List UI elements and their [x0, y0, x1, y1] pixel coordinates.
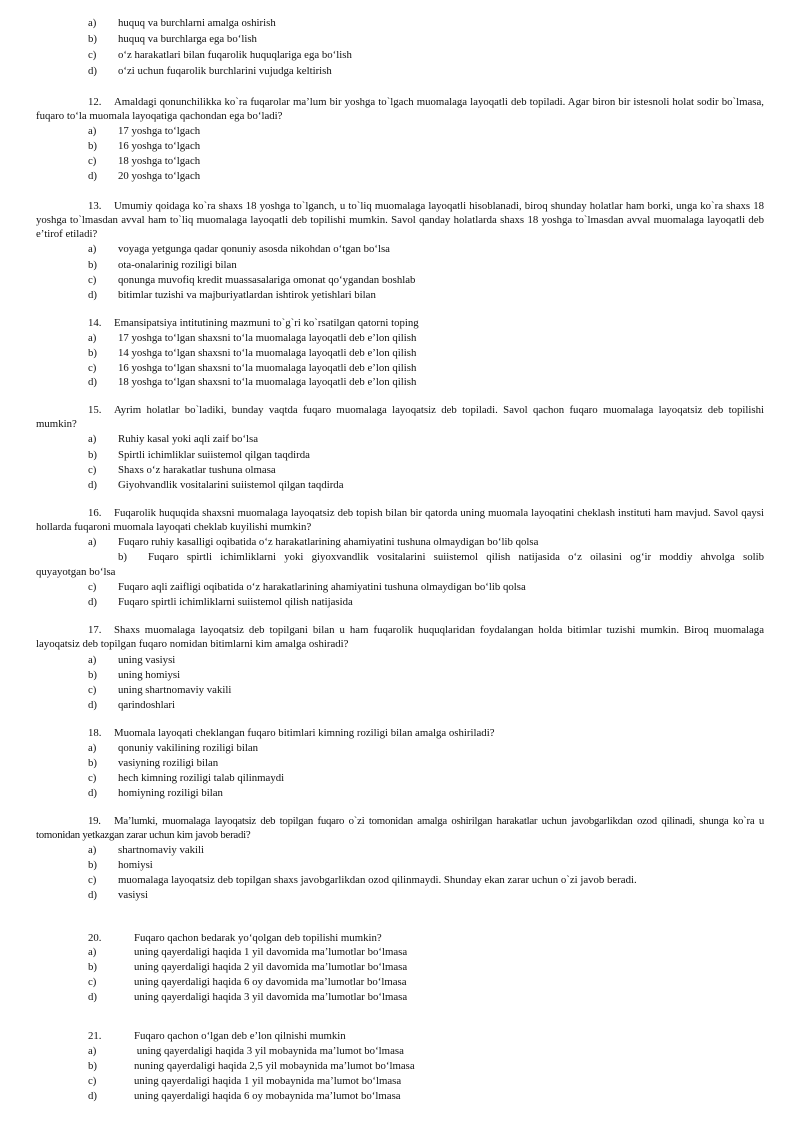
option-text: homiyning roziligi bilan: [118, 787, 223, 799]
option-row: [88, 668, 180, 682]
option-row: [88, 448, 310, 462]
option-row: [88, 580, 526, 594]
option-letter: c): [88, 362, 97, 374]
option-text: 17 yoshga to‘lgan shaxsni to‘la muomalaga layoqatli deb e’lon qilish: [118, 332, 417, 344]
option-text: huquq va burchlarni amalga oshirish: [118, 17, 276, 29]
option-text: uning qayerdaligi haqida 6 oy mobaynida ma’lumot bo‘lmasa: [134, 1090, 401, 1102]
option-row: [88, 786, 223, 800]
option-letter: d): [88, 376, 97, 388]
option-letter: a): [88, 125, 97, 137]
option-text: homiysi: [118, 859, 153, 871]
option-letter: d): [88, 699, 97, 711]
option-text: 17 yoshga to‘lgach: [118, 125, 201, 137]
option-text: uning qayerdaligi haqida 1 yil mobaynida ma’lumot bo‘lmasa: [134, 1075, 402, 1087]
option-row: [88, 1089, 401, 1103]
question-text: Ma’lumki, muomalaga layoqatsiz deb topilgan fuqaro o`zi tomonidan amalga oshirilgan harakatlar uchun javobgarlikdan ozod qilinadi, shunga ko`ra u tomonidan yetkazgan zarar uchun kim javob beradi?: [36, 815, 764, 841]
option-text: o‘zi uchun fuqarolik burchlarini vujudga keltirish: [118, 65, 332, 77]
question-19: [36, 814, 764, 842]
option-letter: a): [88, 1045, 97, 1057]
option-row: [88, 331, 416, 345]
option-letter: a): [88, 17, 97, 29]
option-text: hech kimning roziligi talab qilinmaydi: [118, 772, 285, 784]
question-21: [88, 1029, 346, 1043]
question-15: [36, 403, 764, 431]
option-letter: a): [88, 332, 97, 344]
option-row: [88, 478, 344, 492]
option-text: Giyohvandlik vositalarini suiistemol qilgan taqdirda: [118, 479, 344, 491]
option-row: [88, 48, 352, 62]
option-row: [88, 990, 407, 1004]
question-18: [36, 726, 764, 740]
question-number: 14.: [88, 317, 102, 329]
option-text: 20 yoshga to‘lgach: [118, 170, 201, 182]
option-row: [88, 258, 237, 272]
option-row: [88, 32, 257, 46]
option-text: muomalaga layoqatsiz deb topilgan shaxs javobgarlikdan ozod qilinmaydi. Shunday ekan zarar uchun o`zi javob beradi.: [118, 874, 637, 886]
option-letter: d): [88, 479, 97, 491]
option-letter: d): [88, 65, 97, 77]
option-row: [88, 843, 204, 857]
question-number: 16.: [88, 507, 102, 519]
question-text: Shaxs muomalaga layoqatsiz deb topilgani bilan u ham fuqarolik huquqlaridan foydalangan holda bitimlar tuzishi mumkin. Biroq muomalaga layoqatsiz deb topilgan fuqaro nomidan bitimlarni kim amalga oshiradi?: [36, 624, 764, 650]
question-text: Muomala layoqati cheklangan fuqaro bitimlari kimning roziligi bilan amalga oshiriladi?: [114, 727, 495, 739]
option-row: [88, 463, 276, 477]
question-text: Emansipatsiya intitutining mazmuni to`g`ri ko`rsatilgan qatorni toping: [114, 317, 419, 329]
option-row: [88, 683, 231, 697]
option-letter: b): [88, 961, 97, 973]
option-letter: c): [88, 49, 97, 61]
option-row: [88, 1074, 401, 1088]
option-letter: b): [88, 140, 97, 152]
option-row: [88, 432, 258, 446]
option-letter: c): [88, 874, 97, 886]
question-text: Ayrim holatlar bo`ladiki, bunday vaqtda fuqaro muomalaga layoqatsiz deb topiladi. Savol qachon fuqaro muomalaga layoqatsiz deb topilishi mumkin?: [36, 404, 764, 430]
option-letter: a): [88, 433, 97, 445]
option-row: [36, 550, 764, 564]
option-letter: b): [88, 33, 97, 45]
question-20: [88, 931, 382, 945]
option-row: [88, 741, 258, 755]
option-row: [88, 361, 416, 375]
option-letter: b): [88, 669, 97, 681]
option-row: [88, 595, 353, 609]
option-letter: a): [88, 844, 97, 856]
option-row: [88, 653, 175, 667]
option-text: uning qayerdaligi haqida 3 yil mobaynida ma’lumot bo‘lmasa: [134, 1045, 404, 1057]
option-letter: c): [88, 581, 97, 593]
question-number: 12.: [88, 96, 102, 108]
option-continuation: quyayotgan bo‘lsa: [36, 566, 116, 578]
option-letter: a): [88, 243, 97, 255]
option-letter: a): [88, 742, 97, 754]
option-row: [88, 242, 390, 256]
option-letter: b): [88, 347, 97, 359]
option-text: 14 yoshga to‘lgan shaxsni to‘la muomalaga layoqatli deb e’lon qilish: [118, 347, 417, 359]
option-text: Shaxs o‘z harakatlar tushuna olmasa: [118, 464, 276, 476]
option-letter: c): [88, 684, 97, 696]
option-row: [88, 945, 407, 959]
option-letter: c): [88, 772, 97, 784]
option-text: shartnomaviy vakili: [118, 844, 205, 856]
option-text: voyaga yetgunga qadar qonuniy asosda nikohdan o‘tgan bo‘lsa: [118, 243, 390, 255]
option-letter: a): [88, 536, 97, 548]
option-text: o‘z harakatlari bilan fuqarolik huquqlariga ega bo‘lish: [118, 49, 352, 61]
option-letter: d): [88, 889, 97, 901]
option-text: huquq va burchlarga ega bo‘lish: [118, 33, 257, 45]
option-row: [88, 535, 538, 549]
option-text: qarindoshlari: [118, 699, 175, 711]
question-number: 18.: [88, 727, 102, 739]
option-text: vasiysi: [118, 889, 148, 901]
option-letter: d): [88, 596, 97, 608]
question-12: [36, 95, 764, 123]
option-text: Fuqaro spirtli ichimliklarni yoki giyoxvandlik vositalarini suiistemol qilish natijasida o‘z oilasini og‘ir moddiy ahvolga solib: [148, 551, 764, 563]
option-row: [88, 960, 407, 974]
option-text: Fuqaro ruhiy kasalligi oqibatida o‘z harakatlarining ahamiyatini tushuna olmaydigan bo‘lib qolsa: [118, 536, 539, 548]
option-row: [88, 124, 200, 138]
option-letter: d): [88, 170, 97, 182]
option-text: uning qayerdaligi haqida 6 oy davomida ma’lumotlar bo‘lmasa: [134, 976, 407, 988]
question-text: Fuqarolik huquqida shaxsni muomalaga layoqatsiz deb topish bilan bir qatorda uning muomala layoqatini cheklash instituti ham mavjud. Savol qaysi hollarda fuqaroni muomala layoqati cheklab kuyilishi mumkin?: [36, 507, 764, 533]
option-letter: d): [88, 1090, 97, 1102]
option-row: [88, 858, 153, 872]
option-letter: b): [118, 551, 127, 563]
question-text: Fuqaro qachon bedarak yo‘qolgan deb topilishi mumkin?: [134, 932, 382, 944]
option-letter: b): [88, 757, 97, 769]
question-14: [36, 316, 764, 330]
option-row: [88, 288, 376, 302]
option-text: 18 yoshga to‘lgach: [118, 155, 201, 167]
question-text: Amaldagi qonunchilikka ko`ra fuqarolar ma’lum bir yoshga to`lgach muomalaga layoqatli deb topiladi. Agar biron bir istesnoli holat sodir bo`lmasa, fuqaro to‘la muomala layoqatiga qachondan ega bo‘ladi?: [36, 96, 764, 122]
option-row: [88, 16, 276, 30]
option-row: [88, 154, 200, 168]
option-letter: a): [88, 654, 97, 666]
question-13: [36, 199, 764, 241]
question-number: 21.: [88, 1030, 102, 1042]
option-letter: c): [88, 976, 97, 988]
question-17: [36, 623, 764, 651]
option-row: [88, 273, 415, 287]
question-16: [36, 506, 764, 534]
option-text: 16 yoshga to‘lgach: [118, 140, 201, 152]
option-text: Fuqaro spirtli ichimliklarni suiistemol qilish natijasida: [118, 596, 353, 608]
option-row: [88, 888, 148, 902]
option-row: [88, 698, 175, 712]
option-letter: c): [88, 274, 97, 286]
question-number: 17.: [88, 624, 102, 636]
question-number: 15.: [88, 404, 102, 416]
option-text: Spirtli ichimliklar suiistemol qilgan taqdirda: [118, 449, 310, 461]
option-letter: c): [88, 1075, 97, 1087]
question-number: 19.: [88, 815, 101, 827]
option-row: [88, 346, 416, 360]
option-row: [88, 975, 407, 989]
option-letter: b): [88, 259, 97, 271]
option-text: uning qayerdaligi haqida 3 yil davomida ma’lumotlar bo‘lmasa: [134, 991, 408, 1003]
option-text: Ruhiy kasal yoki aqli zaif bo‘lsa: [118, 433, 259, 445]
question-number: 13.: [88, 200, 102, 212]
option-row: [88, 1059, 415, 1073]
option-text: nuning qayerdaligi haqida 2,5 yil mobaynida ma’lumot bo‘lmasa: [134, 1060, 415, 1072]
option-row: [88, 873, 637, 887]
option-text: uning homiysi: [118, 669, 181, 681]
option-text: Fuqaro aqli zaifligi oqibatida o‘z harakatlarining ahamiyatini tushuna olmaydigan bo‘lib qolsa: [118, 581, 526, 593]
option-letter: d): [88, 787, 97, 799]
option-text: qonunga muvofiq kredit muassasalariga omonat qo‘ygandan boshlab: [118, 274, 416, 286]
question-text: Fuqaro qachon o‘lgan deb e’lon qilnishi mumkin: [134, 1030, 346, 1042]
option-row: [88, 375, 416, 389]
option-text: ota-onalarinig roziligi bilan: [118, 259, 237, 271]
option-text: 18 yoshga to‘lgan shaxsni to‘la muomalaga layoqatli deb e’lon qilish: [118, 376, 417, 388]
option-text: uning qayerdaligi haqida 1 yil davomida ma’lumotlar bo‘lmasa: [134, 946, 408, 958]
option-row: [88, 1044, 404, 1058]
option-row: [88, 64, 332, 78]
option-row: [88, 756, 218, 770]
option-letter: b): [88, 859, 97, 871]
option-text: uning vasiysi: [118, 654, 176, 666]
question-number: 20.: [88, 932, 102, 944]
option-text: bitimlar tuzishi va majburiyatlardan ishtirok yetishlari bilan: [118, 289, 376, 301]
option-letter: c): [88, 155, 97, 167]
option-letter: a): [88, 946, 97, 958]
option-letter: b): [88, 1060, 97, 1072]
option-text: vasiyning roziligi bilan: [118, 757, 219, 769]
option-row: [88, 771, 284, 785]
option-text: uning qayerdaligi haqida 2 yil davomida ma’lumotlar bo‘lmasa: [134, 961, 408, 973]
option-row: [88, 139, 200, 153]
option-text: qonuniy vakilining roziligi bilan: [118, 742, 259, 754]
option-letter: d): [88, 289, 97, 301]
question-text: Umumiy qoidaga ko`ra shaxs 18 yoshga to`lganch, u to`liq muomalaga layoqatli hisoblanadi, biroq shunday holatlar ham borki, unga ko`ra shaxs 18 yoshga to`lmasdan avval ham to`liq muomalaga layoqatli deb topilishi mumkin. Savol qanday holatlarda shaxs 18 yoshga to`lmasdan avval muomalaga layoqatli deb e’tirof etiladi?: [36, 200, 764, 240]
option-text: uning shartnomaviy vakili: [118, 684, 232, 696]
option-letter: c): [88, 464, 97, 476]
option-row: [88, 169, 200, 183]
option-letter: d): [88, 991, 97, 1003]
option-text: 16 yoshga to‘lgan shaxsni to‘la muomalaga layoqatli deb e’lon qilish: [118, 362, 417, 374]
option-letter: b): [88, 449, 97, 461]
